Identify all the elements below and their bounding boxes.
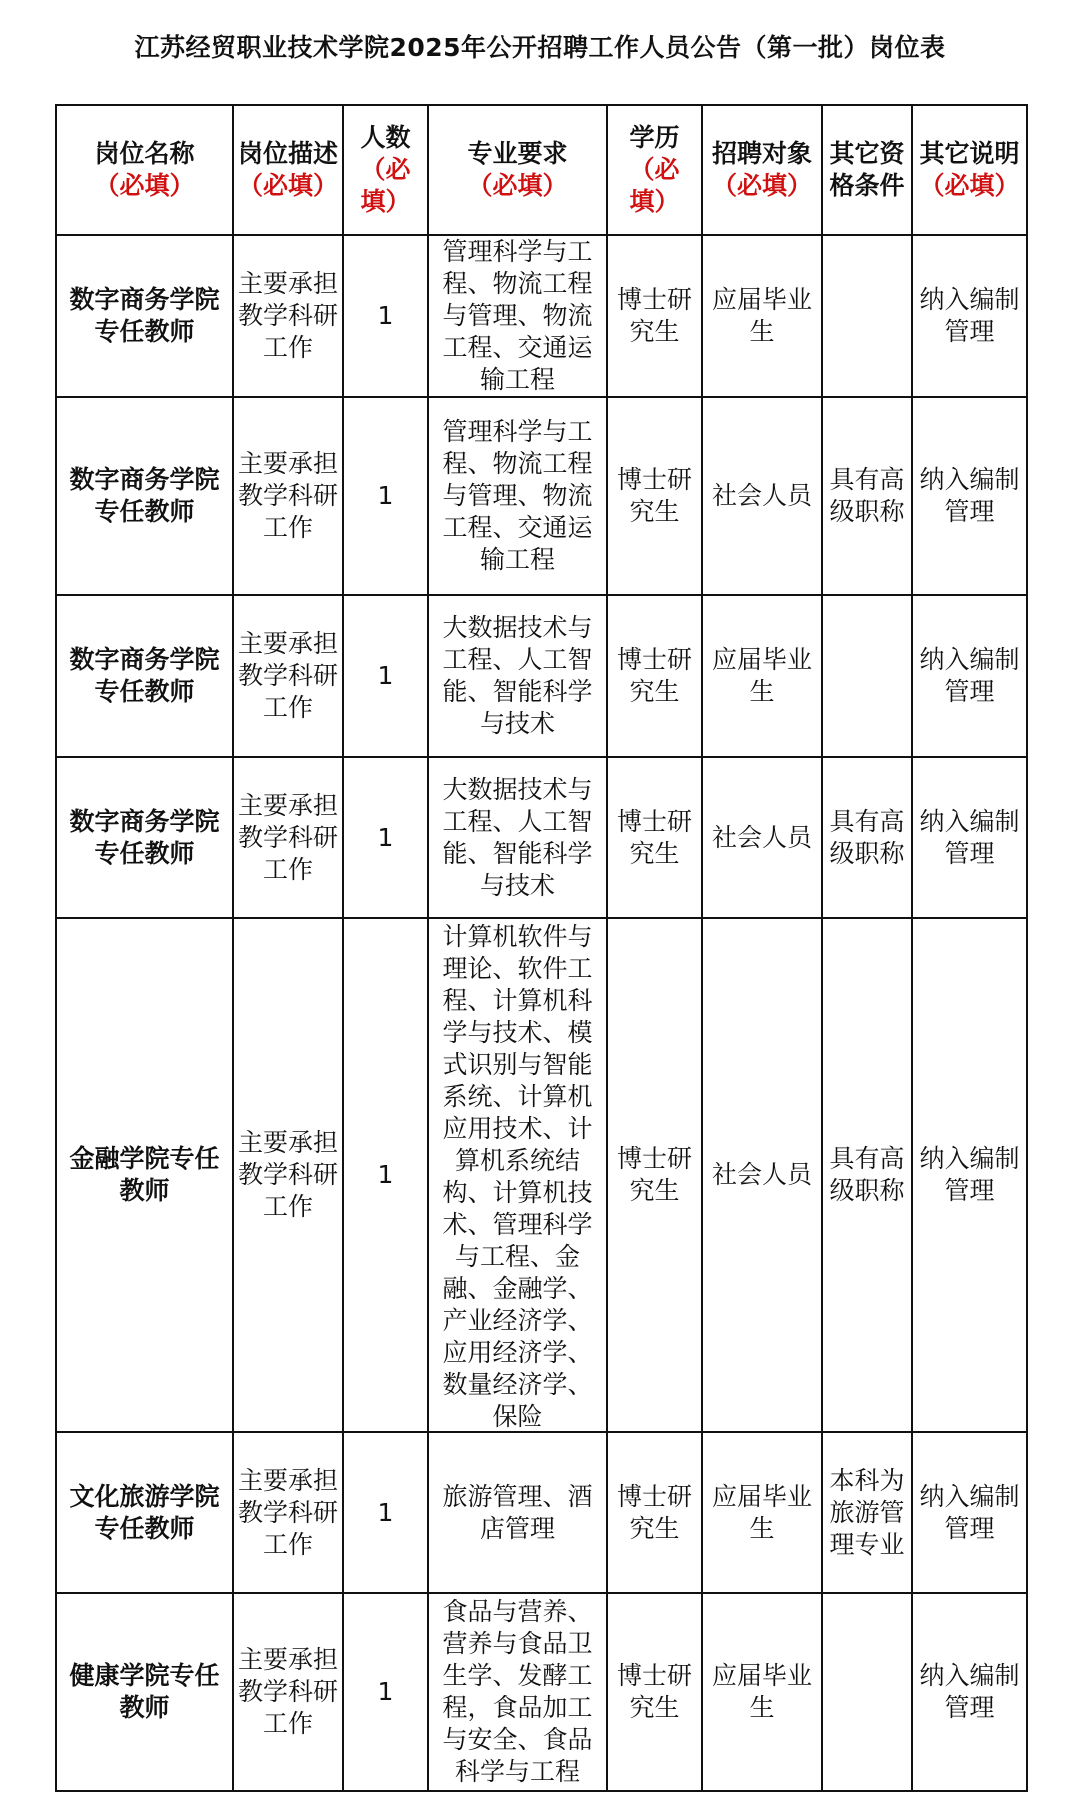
cell-qual (822, 235, 912, 397)
cell-note: 纳入编制管理 (912, 235, 1027, 397)
cell-note: 纳入编制管理 (912, 595, 1027, 757)
cell-qual: 具有高级职称 (822, 918, 912, 1432)
cell-note: 纳入编制管理 (912, 918, 1027, 1432)
cell-edu: 博士研究生 (607, 397, 702, 595)
cell-note: 纳入编制管理 (912, 397, 1027, 595)
cell-count: 1 (343, 595, 428, 757)
header-qual: 其它资格条件 (822, 105, 912, 235)
positions-table (55, 104, 1028, 1792)
cell-target: 社会人员 (702, 918, 822, 1432)
cell-name: 健康学院专任教师 (56, 1593, 233, 1791)
header-count: 人数 （必填） (343, 105, 428, 235)
cell-name: 数字商务学院专任教师 (56, 757, 233, 918)
table-row (56, 235, 1027, 397)
cell-note: 纳入编制管理 (912, 1432, 1027, 1593)
cell-qual: 具有高级职称 (822, 397, 912, 595)
header-note: 其它说明 （必填） (912, 105, 1027, 235)
header-target: 招聘对象 （必填） (702, 105, 822, 235)
cell-major: 大数据技术与工程、人工智能、智能科学与技术 (428, 595, 607, 757)
cell-major: 食品与营养、营养与食品卫生学、发酵工程，食品加工与安全、食品科学与工程 (428, 1593, 607, 1791)
cell-target: 应届毕业生 (702, 595, 822, 757)
cell-name: 数字商务学院专任教师 (56, 397, 233, 595)
header-name: 岗位名称 （必填） (56, 105, 233, 235)
header-edu: 学历 （必填） (607, 105, 702, 235)
cell-major: 大数据技术与工程、人工智能、智能科学与技术 (428, 757, 607, 918)
cell-target: 应届毕业生 (702, 235, 822, 397)
cell-count: 1 (343, 1593, 428, 1791)
cell-desc: 主要承担教学科研工作 (233, 1593, 343, 1791)
cell-major (428, 918, 607, 1432)
cell-note: 纳入编制管理 (912, 1593, 1027, 1791)
cell-edu: 博士研究生 (607, 235, 702, 397)
cell-major-text: 计算机软件与理论、软件工程、计算机科学与技术、模式识别与智能系统、计算机应用技术、计算机系统结构、计算机技术、管理科学与工程、金融、金融学、产业经济学、应用经济学、数量经济学、保险 (442, 922, 593, 1429)
cell-name: 金融学院专任教师 (56, 918, 233, 1432)
cell-desc: 主要承担教学科研工作 (233, 1432, 343, 1593)
cell-desc: 主要承担教学科研工作 (233, 235, 343, 397)
cell-name: 数字商务学院专任教师 (56, 235, 233, 397)
cell-target: 社会人员 (702, 397, 822, 595)
header-row (56, 105, 1027, 235)
cell-desc: 主要承担教学科研工作 (233, 397, 343, 595)
cell-edu: 博士研究生 (607, 1432, 702, 1593)
cell-major: 旅游管理、酒店管理 (428, 1432, 607, 1593)
table-row (56, 595, 1027, 757)
cell-edu: 博士研究生 (607, 918, 702, 1432)
cell-edu: 博士研究生 (607, 595, 702, 757)
cell-count: 1 (343, 397, 428, 595)
cell-edu: 博士研究生 (607, 1593, 702, 1791)
cell-name: 文化旅游学院专任教师 (56, 1432, 233, 1593)
cell-name: 数字商务学院专任教师 (56, 595, 233, 757)
cell-count: 1 (343, 918, 428, 1432)
header-desc: 岗位描述 （必填） (233, 105, 343, 235)
table-row (56, 918, 1027, 1432)
cell-major: 管理科学与工程、物流工程与管理、物流工程、交通运输工程 (428, 397, 607, 595)
cell-qual (822, 1593, 912, 1791)
cell-target: 应届毕业生 (702, 1593, 822, 1791)
cell-desc: 主要承担教学科研工作 (233, 918, 343, 1432)
cell-count: 1 (343, 1432, 428, 1593)
cell-edu: 博士研究生 (607, 757, 702, 918)
cell-note: 纳入编制管理 (912, 757, 1027, 918)
cell-count: 1 (343, 235, 428, 397)
cell-count: 1 (343, 757, 428, 918)
cell-qual: 本科为旅游管理专业 (822, 1432, 912, 1593)
table-row (56, 757, 1027, 918)
cell-qual (822, 595, 912, 757)
cell-qual: 具有高级职称 (822, 757, 912, 918)
table-row (56, 1593, 1027, 1791)
table-row (56, 397, 1027, 595)
cell-desc: 主要承担教学科研工作 (233, 595, 343, 757)
cell-target: 应届毕业生 (702, 1432, 822, 1593)
header-major: 专业要求 （必填） (428, 105, 607, 235)
table-row (56, 1432, 1027, 1593)
page-title: 江苏经贸职业技术学院2025年公开招聘工作人员公告（第一批）岗位表 (134, 33, 946, 62)
cell-desc: 主要承担教学科研工作 (233, 757, 343, 918)
cell-major: 管理科学与工程、物流工程与管理、物流工程、交通运输工程 (428, 235, 607, 397)
cell-target: 社会人员 (702, 757, 822, 918)
